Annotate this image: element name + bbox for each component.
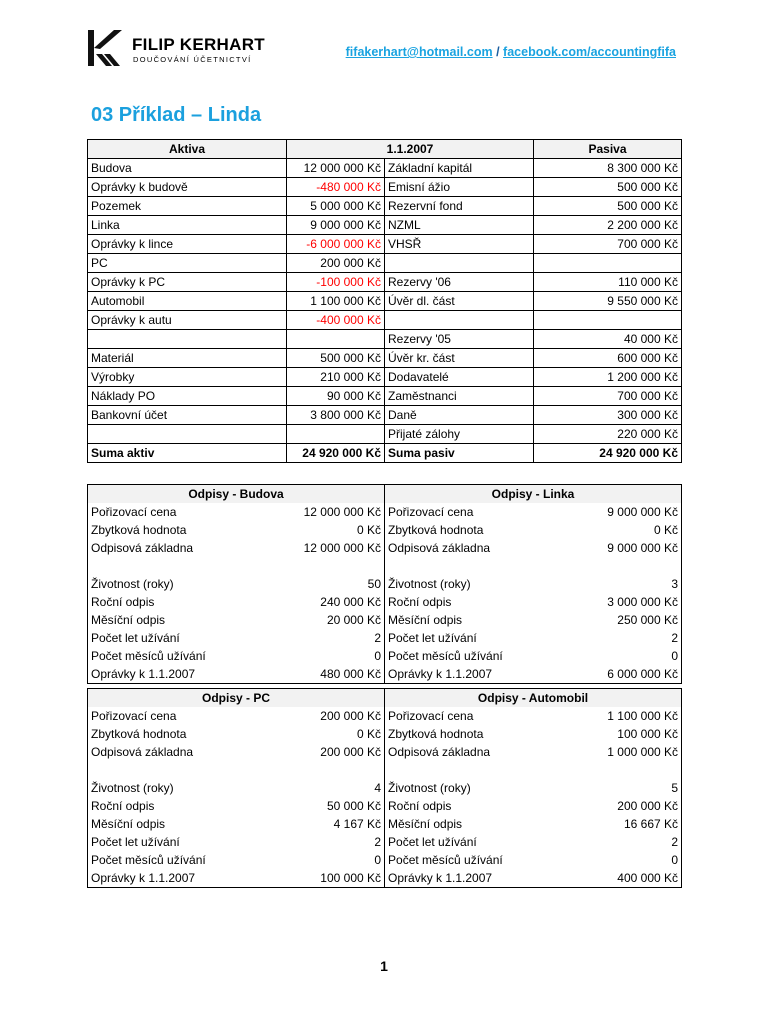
row-value-right: 250 000 Kč — [617, 613, 678, 627]
row-value-left: 12 000 000 Kč — [287, 503, 385, 521]
row-value-right: 5 — [671, 781, 679, 795]
brand-name: FILIP KERHART — [132, 35, 265, 54]
row-value-left: -100 000 Kč — [287, 273, 385, 292]
row-value-left — [287, 761, 385, 779]
balance-sheet-table — [87, 139, 682, 463]
row-value-left: -480 000 Kč — [287, 178, 385, 197]
row-label-right: Odpisová základna — [388, 745, 491, 759]
row-label-right: Zbytková hodnota — [388, 523, 484, 537]
date-header: 1.1.2007 — [287, 140, 534, 159]
row-value-right: 6 000 000 Kč — [607, 667, 678, 681]
depreciation-row — [88, 665, 682, 684]
row-value-right — [534, 761, 682, 779]
row-value-right: 110 000 Kč — [534, 273, 682, 292]
row-value-right: 9 000 000 Kč — [607, 505, 678, 519]
row-value-left: 0 Kč — [287, 521, 385, 539]
row-value-right: 16 667 Kč — [623, 817, 679, 831]
depreciation-body — [88, 707, 682, 888]
row-value-right — [534, 557, 682, 575]
balance-row — [88, 235, 682, 254]
row-label-left: Počet let užívání — [91, 631, 180, 645]
kerhart-logo-icon — [86, 28, 124, 68]
row-value-left: 90 000 Kč — [287, 387, 385, 406]
balance-sum-row — [88, 444, 682, 463]
row-label-right: Pořizovací cena — [388, 505, 474, 519]
row-label-left: Měsíční odpis — [91, 817, 166, 831]
row-value-right: 9 550 000 Kč — [534, 292, 682, 311]
depreciation-row — [88, 707, 682, 725]
depreciation-table-1 — [87, 484, 682, 684]
row-label-left — [88, 425, 287, 444]
balance-row — [88, 330, 682, 349]
row-value-right: 1 100 000 Kč — [607, 709, 679, 723]
row-label-left: Výrobky — [88, 368, 287, 387]
depreciation-row — [88, 851, 682, 869]
row-label-left: Pozemek — [88, 197, 287, 216]
row-value-left: 12 000 000 Kč — [287, 159, 385, 178]
depreciation-row — [88, 815, 682, 833]
row-label-right: Zaměstnanci — [385, 387, 534, 406]
row-value-right: 700 000 Kč — [534, 387, 682, 406]
facebook-link[interactable]: facebook.com/accountingfifa — [503, 45, 676, 59]
row-label-right — [385, 254, 534, 273]
row-label-right: Úvěr kr. část — [385, 349, 534, 368]
page-title: 03 Příklad – Linda — [91, 104, 262, 126]
row-value-right: 0 Kč — [653, 523, 678, 537]
row-label-right: Úvěr dl. část — [385, 292, 534, 311]
depreciation-row — [88, 725, 682, 743]
depreciation-header-row — [88, 485, 682, 504]
row-label-right — [385, 557, 534, 575]
row-label-left — [88, 761, 287, 779]
row-label-right: Počet měsíců užívání — [388, 853, 503, 867]
sum-liabilities-label: Suma pasiv — [385, 444, 534, 463]
row-value-left: -6 000 000 Kč — [287, 235, 385, 254]
brand-subtitle: DOUČOVÁNÍ ÚČETNICTVÍ — [133, 55, 252, 64]
row-label-left: Budova — [88, 159, 287, 178]
balance-row — [88, 197, 682, 216]
row-label-right: Počet měsíců užívání — [388, 649, 503, 663]
row-label-left: Zbytková hodnota — [91, 727, 187, 741]
row-value-right: 2 — [671, 631, 678, 645]
row-value-left: 200 000 Kč — [287, 254, 385, 273]
row-label-right: Počet let užívání — [388, 631, 477, 645]
row-value-left: 200 000 Kč — [287, 707, 385, 725]
row-value-left — [287, 330, 385, 349]
row-label-right: Pořizovací cena — [388, 709, 474, 723]
depreciation-title-right: Odpisy - Linka — [385, 485, 682, 504]
row-label-right: Emisní ážio — [385, 178, 534, 197]
row-value-right: 1 000 000 Kč — [607, 745, 679, 759]
depreciation-header-row — [88, 689, 682, 708]
balance-header-row — [88, 140, 682, 159]
row-value-right: 9 000 000 Kč — [607, 541, 678, 555]
depreciation-row — [88, 869, 682, 888]
row-value-left: 500 000 Kč — [287, 349, 385, 368]
row-label-right: Základní kapitál — [385, 159, 534, 178]
row-label-left: Pořizovací cena — [91, 505, 177, 519]
liabilities-header: Pasiva — [534, 140, 682, 159]
row-label-right: VHSŘ — [385, 235, 534, 254]
row-label-right: Rezervy '06 — [385, 273, 534, 292]
row-value-right: 500 000 Kč — [534, 178, 682, 197]
row-value-left: 20 000 Kč — [287, 611, 385, 629]
row-value-left: 480 000 Kč — [287, 665, 385, 684]
balance-row — [88, 159, 682, 178]
row-label-right: Měsíční odpis — [388, 613, 463, 627]
row-label-right — [385, 761, 534, 779]
row-value-right: 600 000 Kč — [534, 349, 682, 368]
row-value-left — [287, 557, 385, 575]
row-value-left: 200 000 Kč — [287, 743, 385, 761]
row-label-left: Materiál — [88, 349, 287, 368]
row-value-right: 220 000 Kč — [534, 425, 682, 444]
row-label-right: Oprávky k 1.1.2007 — [388, 871, 493, 885]
row-label-right: Roční odpis — [388, 595, 452, 609]
row-value-left: 0 Kč — [287, 725, 385, 743]
row-value-right: 200 000 Kč — [617, 799, 679, 813]
row-value-left: 1 100 000 Kč — [287, 292, 385, 311]
row-value-right: 400 000 Kč — [617, 871, 679, 885]
depreciation-row — [88, 503, 682, 521]
contact-links — [346, 45, 676, 59]
row-value-right: 3 000 000 Kč — [607, 595, 678, 609]
page-number: 1 — [380, 958, 388, 974]
row-label-right — [385, 311, 534, 330]
row-value-right: 0 — [671, 853, 679, 867]
row-label-left: PC — [88, 254, 287, 273]
depreciation-row — [88, 611, 682, 629]
row-label-left — [88, 557, 287, 575]
row-value-left: 4 — [287, 779, 385, 797]
balance-row — [88, 406, 682, 425]
row-value-right: 40 000 Kč — [534, 330, 682, 349]
row-label-right: Roční odpis — [388, 799, 452, 813]
row-label-left: Oprávky k lince — [88, 235, 287, 254]
row-value-left: 3 800 000 Kč — [287, 406, 385, 425]
row-label-left: Počet měsíců užívání — [91, 853, 206, 867]
row-value-right — [534, 254, 682, 273]
sum-liabilities-value: 24 920 000 Kč — [534, 444, 682, 463]
depreciation-row — [88, 593, 682, 611]
row-label-right: Dodavatelé — [385, 368, 534, 387]
row-value-left — [287, 425, 385, 444]
row-label-left: Oprávky k autu — [88, 311, 287, 330]
depreciation-row — [88, 521, 682, 539]
depreciation-row — [88, 629, 682, 647]
depreciation-title-left: Odpisy - PC — [88, 689, 385, 708]
row-value-left: 50 — [287, 575, 385, 593]
depreciation-row — [88, 743, 682, 761]
row-label-right: Přijaté zálohy — [385, 425, 534, 444]
row-label-right: Daně — [385, 406, 534, 425]
row-label-left: Oprávky k 1.1.2007 — [91, 871, 196, 885]
row-label-left: Automobil — [88, 292, 287, 311]
row-value-right: 2 — [671, 835, 679, 849]
row-label-left: Životnost (roky) — [91, 781, 174, 795]
sum-assets-label: Suma aktiv — [88, 444, 287, 463]
row-label-left: Měsíční odpis — [91, 613, 166, 627]
row-value-left: 2 — [287, 833, 385, 851]
assets-header: Aktiva — [88, 140, 287, 159]
row-label-left: Odpisová základna — [91, 745, 194, 759]
balance-row — [88, 273, 682, 292]
row-label-left: Oprávky k PC — [88, 273, 287, 292]
row-label-right: Životnost (roky) — [388, 577, 471, 591]
row-value-left: 0 — [287, 851, 385, 869]
depreciation-row — [88, 797, 682, 815]
contact-separator: / — [496, 45, 500, 59]
spacer-row — [88, 761, 682, 779]
depreciation-title-right: Odpisy - Automobil — [385, 689, 682, 708]
depreciation-table-2 — [87, 688, 682, 888]
page-header — [86, 28, 680, 68]
row-value-right: 500 000 Kč — [534, 197, 682, 216]
balance-row — [88, 178, 682, 197]
row-label-left: Pořizovací cena — [91, 709, 177, 723]
row-label-right: NZML — [385, 216, 534, 235]
depreciation-body — [88, 503, 682, 684]
row-value-right: 3 — [671, 577, 678, 591]
row-label-left: Oprávky k budově — [88, 178, 287, 197]
balance-row — [88, 311, 682, 330]
row-label-right: Odpisová základna — [388, 541, 491, 555]
row-label-right: Počet let užívání — [388, 835, 477, 849]
row-value-right: 1 200 000 Kč — [534, 368, 682, 387]
row-value-left: 50 000 Kč — [287, 797, 385, 815]
row-value-left: -400 000 Kč — [287, 311, 385, 330]
row-value-left: 4 167 Kč — [287, 815, 385, 833]
spacer-row — [88, 557, 682, 575]
balance-row — [88, 425, 682, 444]
balance-body — [88, 159, 682, 463]
balance-row — [88, 216, 682, 235]
row-label-left: Roční odpis — [91, 799, 155, 813]
row-value-right: 8 300 000 Kč — [534, 159, 682, 178]
row-value-left: 240 000 Kč — [287, 593, 385, 611]
row-value-right: 100 000 Kč — [617, 727, 679, 741]
sum-assets-value: 24 920 000 Kč — [287, 444, 385, 463]
row-label-right: Oprávky k 1.1.2007 — [388, 667, 493, 681]
row-label-right: Měsíční odpis — [388, 817, 463, 831]
row-value-left: 9 000 000 Kč — [287, 216, 385, 235]
row-value-left: 12 000 000 Kč — [287, 539, 385, 557]
row-label-left: Odpisová základna — [91, 541, 194, 555]
row-label-left: Roční odpis — [91, 595, 155, 609]
row-value-left: 210 000 Kč — [287, 368, 385, 387]
row-value-right: 700 000 Kč — [534, 235, 682, 254]
depreciation-row — [88, 833, 682, 851]
row-label-left: Počet let užívání — [91, 835, 180, 849]
row-label-left: Linka — [88, 216, 287, 235]
row-value-left: 0 — [287, 647, 385, 665]
balance-row — [88, 254, 682, 273]
row-label-right: Životnost (roky) — [388, 781, 471, 795]
row-label-left: Zbytková hodnota — [91, 523, 187, 537]
row-value-left: 2 — [287, 629, 385, 647]
row-label-right: Rezervy '05 — [385, 330, 534, 349]
depreciation-row — [88, 779, 682, 797]
depreciation-row — [88, 575, 682, 593]
row-label-left: Počet měsíců užívání — [91, 649, 206, 663]
row-label-left — [88, 330, 287, 349]
depreciation-row — [88, 647, 682, 665]
row-value-left: 5 000 000 Kč — [287, 197, 385, 216]
row-label-right: Rezervní fond — [385, 197, 534, 216]
depreciation-title-left: Odpisy - Budova — [88, 485, 385, 504]
row-value-right: 300 000 Kč — [534, 406, 682, 425]
depreciation-row — [88, 539, 682, 557]
balance-row — [88, 387, 682, 406]
row-label-left: Bankovní účet — [88, 406, 287, 425]
row-value-right: 0 — [671, 649, 678, 663]
balance-row — [88, 368, 682, 387]
row-value-left: 100 000 Kč — [287, 869, 385, 888]
row-label-left: Oprávky k 1.1.2007 — [91, 667, 196, 681]
email-link[interactable]: fifakerhart@hotmail.com — [345, 45, 493, 59]
balance-row — [88, 349, 682, 368]
row-label-right: Zbytková hodnota — [388, 727, 484, 741]
row-value-right: 2 200 000 Kč — [534, 216, 682, 235]
row-label-left: Životnost (roky) — [91, 577, 174, 591]
balance-row — [88, 292, 682, 311]
row-label-left: Náklady PO — [88, 387, 287, 406]
row-value-right — [534, 311, 682, 330]
